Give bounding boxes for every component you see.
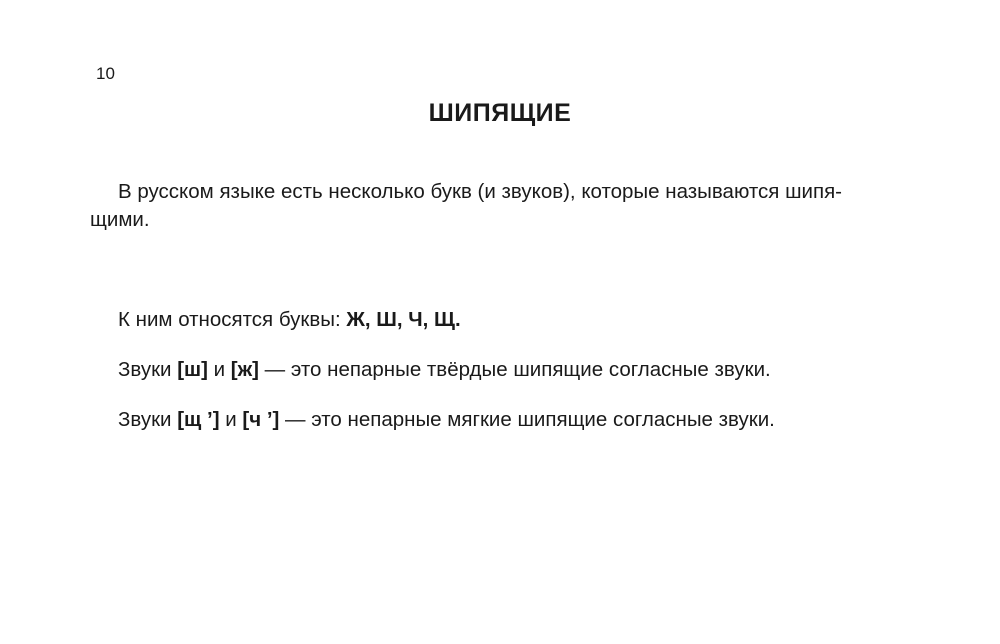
page-number: 10 bbox=[96, 64, 115, 83]
soft-conj: и bbox=[219, 408, 243, 431]
intro-paragraph bbox=[90, 178, 902, 234]
intro-line-2: щими. bbox=[90, 208, 150, 231]
hard-suffix: — это непарные твёрдые шипящие согласные звуки. bbox=[258, 358, 771, 381]
letters-line bbox=[118, 307, 461, 333]
soft-sound-ch: [ч ’] bbox=[242, 408, 280, 431]
soft-suffix: — это непарные мягкие шипящие согласные звуки. bbox=[279, 408, 775, 431]
page-title: ШИПЯЩИЕ bbox=[428, 99, 572, 127]
intro-line-1: В русском языке есть несколько букв (и звуков), которые называются шипя- bbox=[118, 180, 843, 203]
letters-prefix: К ним относятся буквы: bbox=[118, 308, 347, 331]
soft-sound-shch: [щ ’] bbox=[177, 408, 220, 431]
hard-sound-sh: [ш] bbox=[177, 358, 208, 381]
hard-prefix: Звуки bbox=[118, 358, 178, 381]
soft-sounds-line bbox=[118, 407, 775, 433]
soft-prefix: Звуки bbox=[118, 408, 178, 431]
hard-sounds-line bbox=[118, 357, 771, 383]
letters-list: Ж, Ш, Ч, Щ. bbox=[346, 308, 461, 331]
hard-sound-zh: [ж] bbox=[230, 358, 259, 381]
hard-conj: и bbox=[207, 358, 231, 381]
